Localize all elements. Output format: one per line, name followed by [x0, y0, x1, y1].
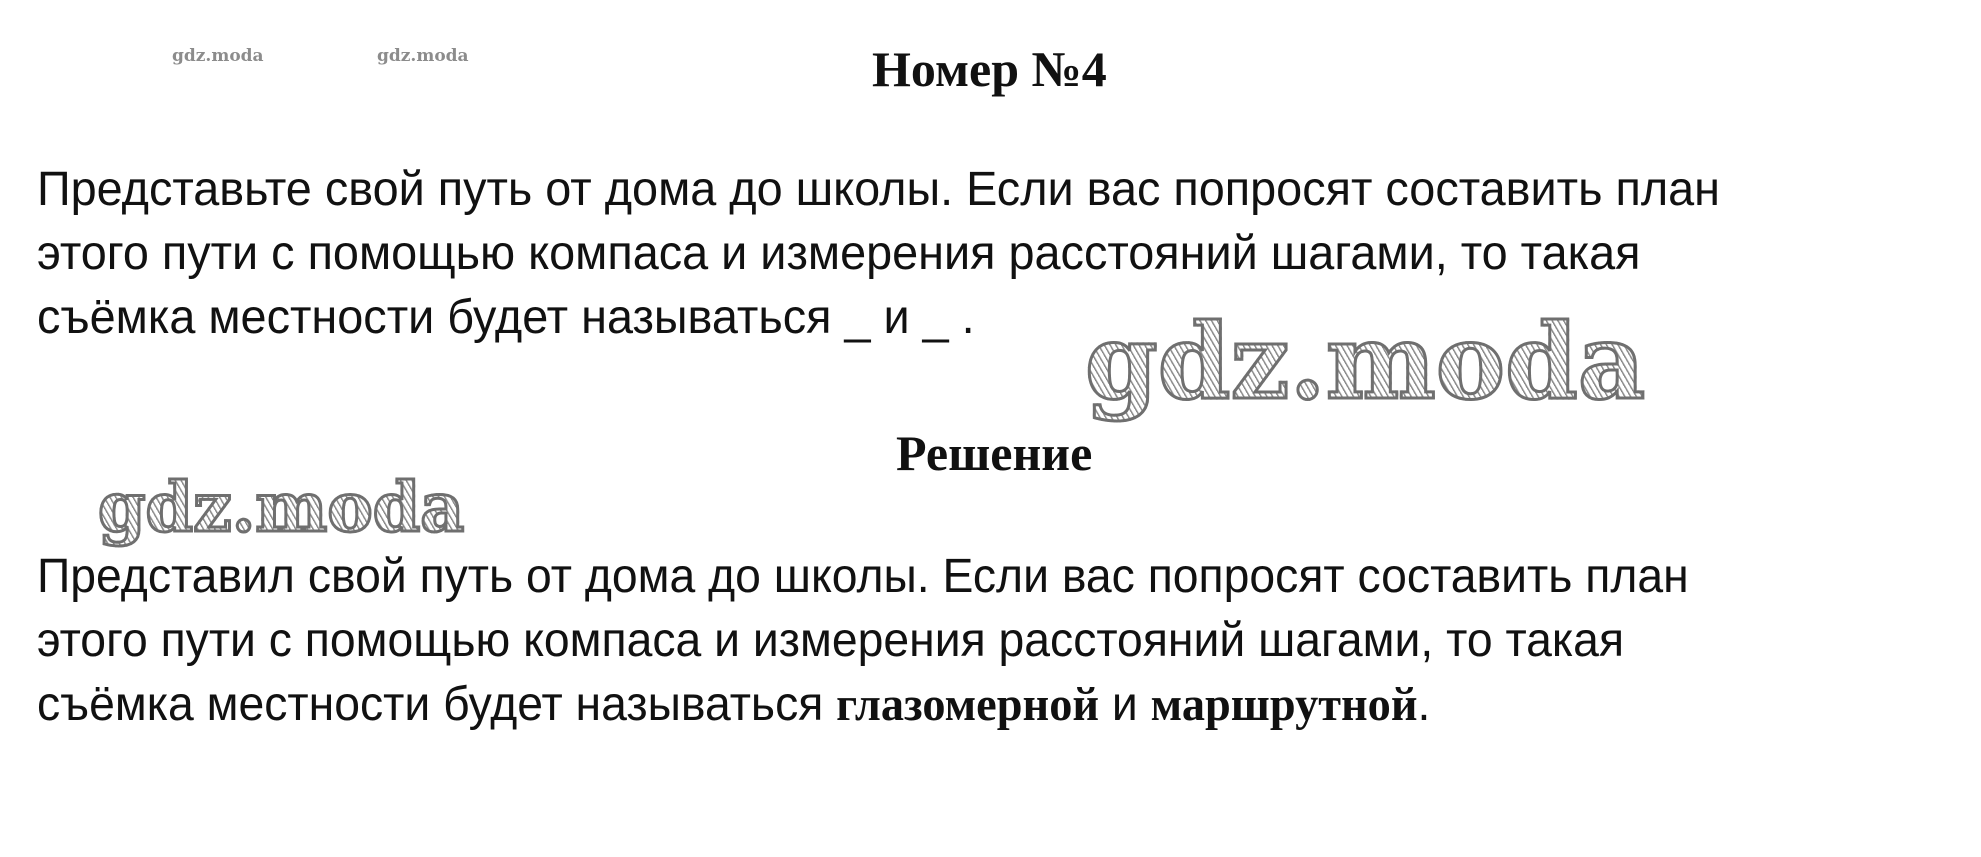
answer-period: .: [1417, 678, 1431, 731]
solution-heading: Решение: [896, 425, 1093, 481]
task-title: Номер №4: [872, 41, 1107, 97]
task-line-3: съёмка местности будет называться _ и _ .: [37, 291, 975, 344]
solution-line-3: [37, 673, 1689, 737]
task-line-1: Представьте свой путь от дома до школы. Если вас попросят составить план: [37, 163, 1721, 216]
watermark-small-right: gdz.moda: [377, 46, 469, 66]
solution-text: [37, 545, 1689, 737]
answer-route-survey: маршрутной: [1150, 678, 1418, 731]
solution-line-3-prefix: съёмка местности будет называться: [37, 678, 837, 731]
answer-connector: и: [1099, 678, 1151, 731]
watermark-small-left: gdz.moda: [172, 46, 264, 66]
solution-line-1: Представил свой путь от дома до школы. Если вас попросят составить план: [37, 550, 1689, 603]
watermark-large-left: gdz.moda: [98, 468, 465, 548]
watermark-large-center: gdz.moda: [1085, 300, 1646, 423]
answer-eye-survey: глазомерной: [836, 678, 1100, 731]
task-line-2: этого пути с помощью компаса и измерения расстояний шагами, то такая: [37, 227, 1641, 280]
solution-line-2: этого пути с помощью компаса и измерения расстояний шагами, то такая: [37, 614, 1625, 667]
